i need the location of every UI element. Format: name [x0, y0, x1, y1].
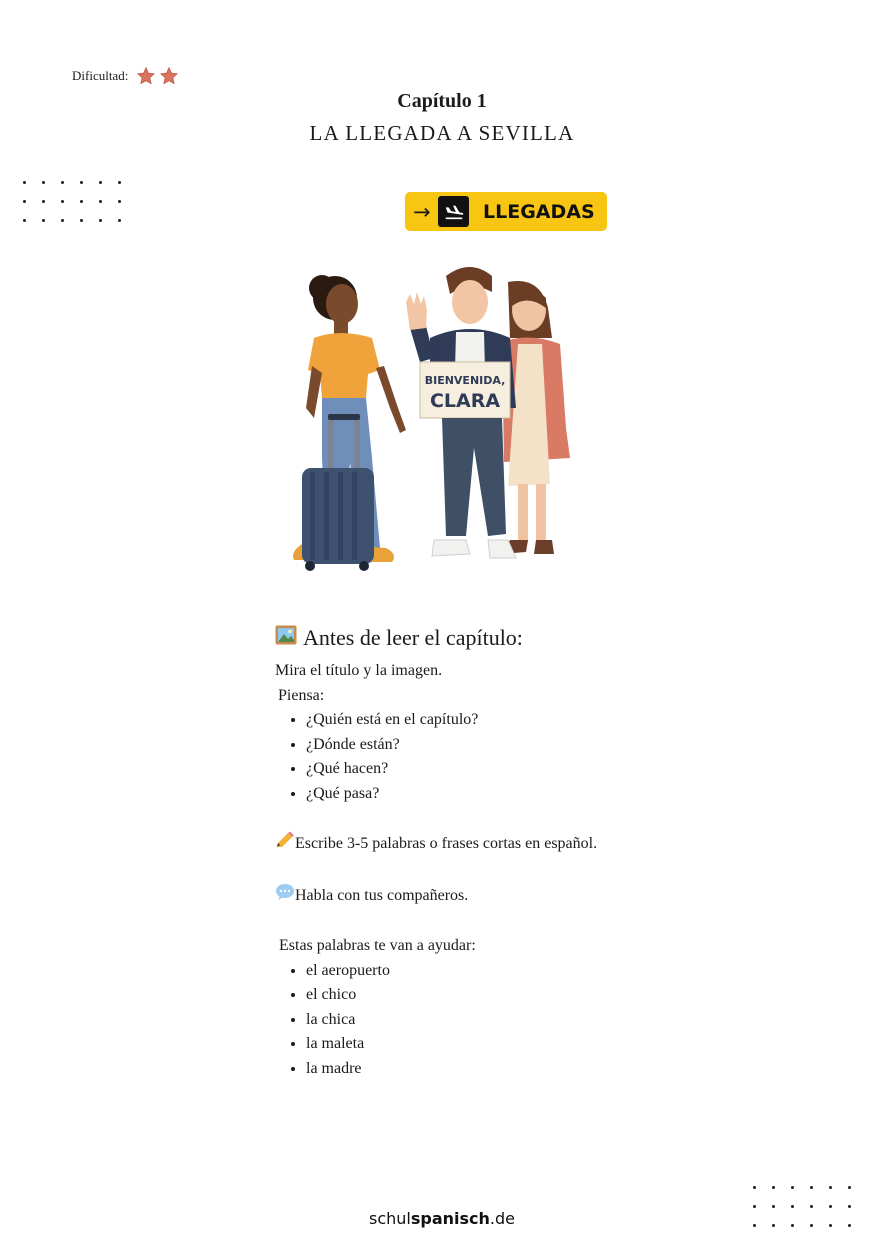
arrivals-sign-text: LLEGADAS: [483, 200, 595, 223]
decorative-dot-grid: [23, 181, 121, 222]
list-item: • ¿Qué pasa?: [306, 782, 835, 807]
star-icon: [159, 66, 179, 86]
arrivals-sign: [405, 192, 607, 231]
star-icon: [136, 66, 156, 86]
before-reading-section: [275, 623, 835, 1081]
vocab-list: [275, 959, 835, 1082]
list-item: • el chico: [306, 983, 835, 1008]
brand-bold: spanisch: [410, 1209, 490, 1228]
brand-suffix: .de: [489, 1209, 515, 1228]
welcome-sign-line2: CLARA: [429, 390, 501, 412]
vocab-label: Estas palabras te van a ayudar:: [279, 937, 476, 954]
difficulty-stars: [136, 66, 179, 86]
list-item: • la chica: [306, 1008, 835, 1033]
welcome-sign-line1: BIENVENIDA,: [424, 374, 506, 387]
think-label: Piensa:: [278, 686, 325, 704]
list-item: • el aeropuerto: [306, 959, 835, 984]
section-heading-text: Antes de leer el capítulo:: [303, 625, 523, 650]
chapter-number: Capítulo 1: [397, 90, 487, 112]
section-heading: [275, 623, 835, 653]
difficulty-rating: [72, 66, 179, 86]
arrival-illustration: [280, 258, 580, 580]
list-item: • la madre: [306, 1057, 835, 1082]
intro-text: Mira el título y la imagen.: [275, 662, 443, 679]
arrow-right-icon: →: [413, 199, 431, 224]
write-task: [275, 831, 835, 858]
pencil-icon: [275, 831, 295, 858]
write-task-text: Escribe 3-5 palabras o frases cortas en español.: [295, 834, 598, 852]
list-item: • ¿Dónde están?: [306, 733, 835, 758]
talk-task-text: Habla con tus compañeros.: [295, 886, 469, 904]
mother: [502, 281, 570, 554]
talk-task: [275, 883, 835, 910]
question-list: [275, 708, 835, 806]
list-item: • ¿Qué hacen?: [306, 757, 835, 782]
brand-prefix: schul: [369, 1209, 411, 1228]
list-item: • la maleta: [306, 1032, 835, 1057]
plane-landing-icon: [438, 196, 469, 227]
young-man: [406, 267, 516, 558]
footer-brand: [0, 1209, 884, 1228]
speech-bubble-icon: [275, 883, 295, 910]
list-item: • ¿Quién está en el capítulo?: [306, 708, 835, 733]
chapter-title: LA LLEGADA A SEVILLA: [309, 121, 575, 145]
framed-picture-icon: [275, 623, 297, 653]
difficulty-label: Dificultad:: [72, 68, 129, 83]
